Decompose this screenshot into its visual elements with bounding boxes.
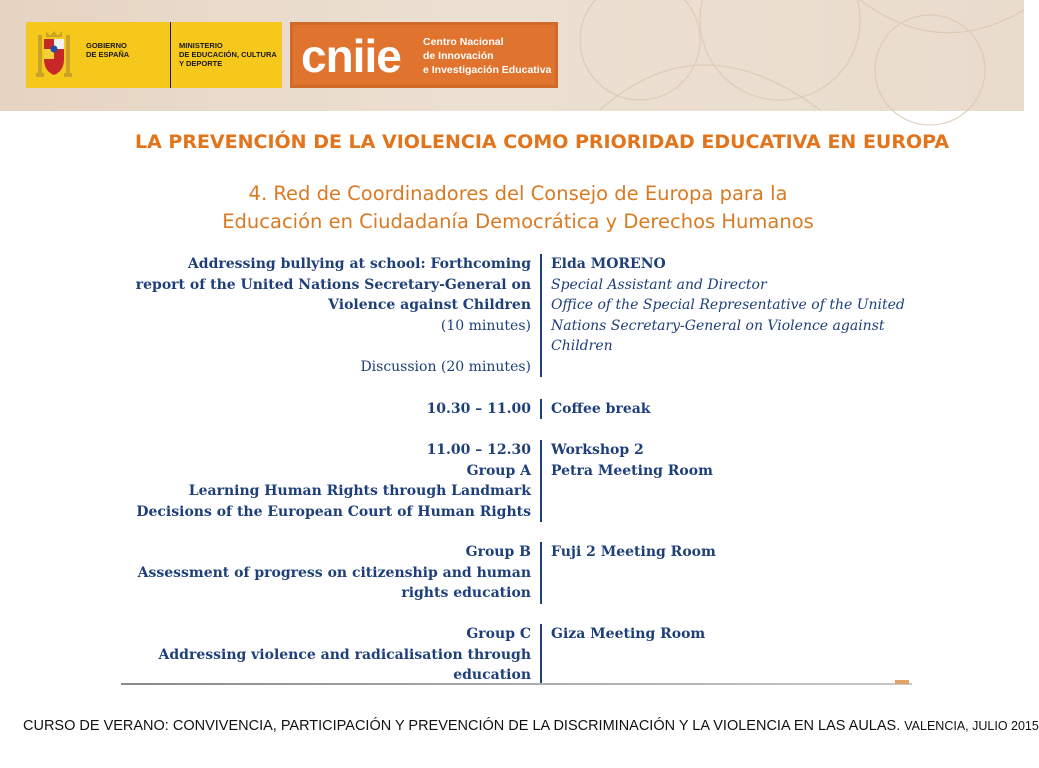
group-b-room: Fuji 2 Meeting Room — [551, 544, 716, 560]
cniie-wordmark: cniie — [301, 30, 401, 82]
gobierno-text: GOBIERNO DE ESPAÑA — [86, 41, 130, 59]
group-c-topic: Addressing violence and radicalisation through education — [158, 646, 531, 683]
group-b-name: Group B — [465, 544, 531, 560]
column-divider — [540, 542, 542, 604]
column-divider — [540, 440, 542, 522]
group-a-room: Petra Meeting Room — [551, 462, 713, 479]
coat-of-arms-icon — [34, 29, 74, 81]
logo-divider — [170, 22, 171, 88]
workshop-label: Workshop 2 — [551, 442, 644, 458]
coffee-time: 10.30 – 11.00 — [426, 401, 531, 417]
agenda-left-cell — [111, 624, 531, 686]
agenda-table — [0, 254, 1024, 686]
workshop-time: 11.00 – 12.30 — [426, 442, 531, 458]
column-divider — [540, 624, 542, 684]
group-a-topic: Learning Human Rights through Landmark Decisions of the European Court of Human Rights — [136, 483, 531, 520]
agenda-bottom-rule — [121, 683, 912, 685]
agenda-left-cell — [111, 440, 531, 522]
agenda-left-cell — [111, 542, 531, 604]
group-b-topic: Assessment of progress on citizenship and human rights education — [137, 564, 531, 601]
session-topic: Addressing bullying at school: Forthcoming report of the United Nations Secretary-General on Violence against Children — [135, 256, 531, 313]
coffee-label: Coffee break — [551, 401, 651, 417]
group-c-name: Group C — [466, 626, 531, 642]
agenda-left-cell — [111, 254, 531, 377]
group-a-name: Group A — [466, 462, 531, 479]
agenda-bottom-mark — [895, 680, 909, 684]
footer-course-line — [23, 716, 1039, 736]
group-c-room: Giza Meeting Room — [551, 626, 706, 642]
cniie-full-name: Centro Nacional de Innovación e Investigación Educativa — [423, 36, 552, 76]
column-divider — [540, 254, 542, 377]
session-duration: (10 minutes) — [440, 317, 531, 334]
spacer — [111, 336, 531, 357]
footer-course-title: CURSO DE VERANO: CONVIVENCIA, PARTICIPACIÓN Y PREVENCIÓN DE LA DISCRIMINACIÓN Y LA VIOLENCIA EN LAS AULAS. — [23, 718, 901, 734]
agenda-right-cell — [551, 440, 921, 481]
discussion-duration: Discussion (20 minutes) — [360, 358, 531, 375]
agenda-right-cell — [551, 254, 921, 357]
column-divider — [540, 399, 542, 419]
ministry-text: MINISTERIO DE EDUCACIÓN, CULTURA Y DEPORTE — [179, 41, 277, 68]
cniie-logo — [290, 22, 558, 88]
speaker-role: Special Assistant and Director Office of the Special Representative of the United Nations Secretary-General on Violence against Children — [551, 276, 905, 354]
speaker-name: Elda MORENO — [551, 256, 666, 272]
slide-subtitle: 4. Red de Coordinadores del Consejo de Europa para la Educación en Ciudadanía Democrática y Derechos Humanos — [222, 182, 814, 233]
footer-place-date: VALENCIA, JULIO 2015 — [904, 719, 1039, 733]
gobierno-espana-logo — [26, 22, 282, 88]
header-band — [0, 0, 1024, 111]
slide-title: LA PREVENCIÓN DE LA VIOLENCIA COMO PRIORIDAD EDUCATIVA EN EUROPA — [134, 131, 950, 153]
